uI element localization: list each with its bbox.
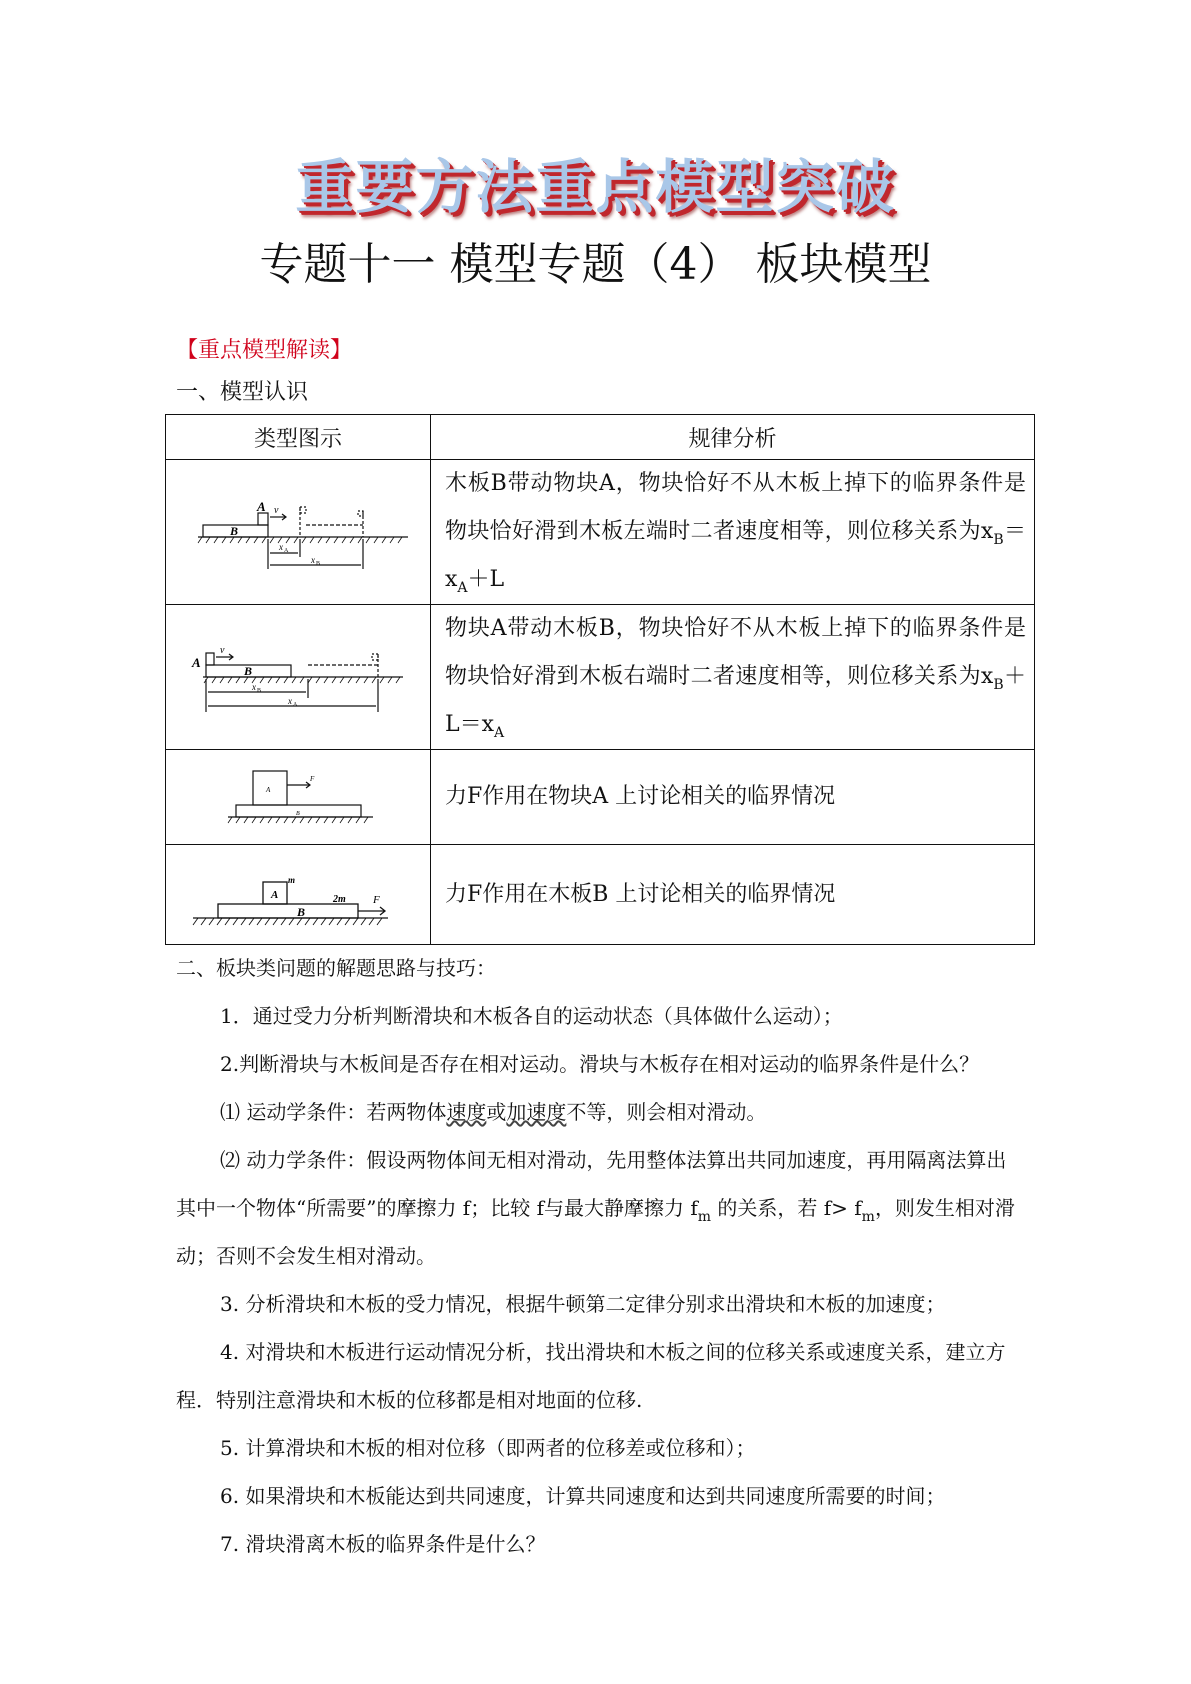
step-5: 5. 计算滑块和木板的相对位移（即两者的位移差或位移和）； — [220, 1436, 756, 1460]
subscript: A — [457, 580, 468, 596]
subscript: B — [993, 677, 1004, 693]
figure-cell — [166, 845, 431, 945]
block-label: A — [266, 786, 271, 794]
force-label: F — [373, 893, 380, 906]
subscript: m — [861, 1209, 875, 1225]
table-row — [166, 605, 1035, 750]
board-label: B — [297, 904, 306, 919]
figure-cell — [166, 460, 431, 605]
block-label: A — [192, 655, 201, 670]
symbol: ＝ — [1003, 519, 1026, 544]
page-title: 专题十一 模型专题（4） 板块模型 — [259, 239, 932, 290]
symbol: x — [445, 567, 458, 592]
block-label: A — [271, 888, 279, 901]
step-1: 1．通过受力分析判断滑块和木板各自的运动状态（具体做什么运动）； — [220, 1004, 843, 1028]
table-header-row — [166, 415, 1035, 460]
rule-cell — [431, 460, 1035, 605]
text: ⑵ 动力学条件：假设两物体间无相对滑动，先用整体法算出共同加速度，再用隔离法算出其中一个物体“所需要”的摩擦力 f；比较 f与最大静摩擦力 f — [176, 1148, 1007, 1220]
subscript: m — [697, 1209, 712, 1225]
column-header: 规律分析 — [431, 415, 1035, 460]
table-row — [166, 845, 1035, 945]
board-label: B — [296, 811, 300, 817]
rule-cell: 力F作用在木板B 上讨论相关的临界情况 — [431, 845, 1035, 945]
disp-b-label: x — [311, 555, 315, 565]
block-drives-board-diagram — [178, 622, 418, 732]
rule-cell — [431, 605, 1035, 750]
text: ，则发生相对滑动；否则不会发生相对滑动。 — [176, 1196, 1015, 1268]
table-row — [166, 460, 1035, 605]
disp-b-sub: B — [316, 561, 321, 567]
symbol: ＋L — [467, 567, 505, 592]
symbol: x — [980, 519, 994, 544]
symbol: x — [481, 712, 495, 737]
step-2-kinematics — [176, 1088, 1026, 1136]
symbol: ＋L＝ — [445, 664, 1026, 737]
velocity-label: v — [220, 645, 225, 656]
mass-block-label: m — [288, 874, 296, 885]
board-label: B — [244, 664, 253, 678]
disp-b-sub: B — [257, 688, 262, 694]
disp-b-label: x — [252, 682, 256, 692]
force-on-board-diagram — [173, 850, 423, 940]
text: ⑴ 运动学条件：若两物体 — [220, 1100, 447, 1124]
force-on-block-diagram — [198, 757, 398, 837]
symbol: x — [980, 664, 994, 689]
step-2: 2.判断滑块与木板间是否存在相对运动。滑块与木板存在相对运动的临界条件是什么？ — [220, 1052, 980, 1076]
section-heading-1: 一、模型认识 — [176, 380, 309, 405]
step-7: 7. 滑块滑离木板的临界条件是什么？ — [220, 1532, 546, 1556]
table-row — [166, 750, 1035, 845]
block-label: A — [257, 499, 266, 514]
rule-cell: 力F作用在物块A 上讨论相关的临界情况 — [431, 750, 1035, 845]
figure-cell — [166, 605, 431, 750]
step-4: 4. 对滑块和木板进行运动情况分析，找出滑块和木板之间的位移关系或速度关系，建立方程．特别注意滑块和木板的位移都是相对地面的位移. — [176, 1340, 1006, 1412]
disp-a-label: x — [279, 542, 283, 552]
banner-title: 重要方法重点模型突破 — [295, 153, 896, 221]
column-header: 类型图示 — [166, 415, 431, 460]
board-label: B — [230, 524, 239, 538]
text: 或 — [486, 1100, 507, 1124]
board-drives-block-diagram — [178, 477, 418, 587]
disp-a-sub: A — [284, 548, 289, 554]
subscript: A — [494, 725, 505, 741]
rule-text: 物块A带动木板B，物块恰好不从木板上掉下的临界条件是物块恰好滑到木板右端时二者速度相等，则位移关系为 — [445, 616, 1026, 689]
step-2-dynamics — [176, 1136, 1026, 1280]
force-label: F — [310, 775, 315, 783]
disp-a-sub: A — [293, 702, 298, 708]
text: 加速度 — [506, 1100, 567, 1124]
section-heading-2: 二、板块类问题的解题思路与技巧： — [176, 956, 496, 980]
text: 速度 — [446, 1100, 487, 1124]
text: 不等，则会相对滑动。 — [566, 1100, 767, 1124]
figure-cell — [166, 750, 431, 845]
model-table — [165, 414, 1035, 945]
mass-board-label: 2m — [333, 893, 346, 905]
rule-text: 木板B带动物块A，物块恰好不从木板上掉下的临界条件是物块恰好滑到木板左端时二者速度相等，则位移关系为 — [445, 471, 1026, 544]
section-label: 【重点模型解读】 — [176, 338, 353, 363]
subscript: B — [993, 532, 1004, 548]
velocity-label: v — [274, 505, 279, 516]
block-rect — [258, 513, 268, 525]
text: 的关系，若 f> f — [711, 1196, 862, 1220]
disp-a-label: x — [288, 696, 292, 706]
step-3: 3. 分析滑块和木板的受力情况，根据牛顿第二定律分别求出滑块和木板的加速度； — [220, 1292, 946, 1316]
step-6: 6. 如果滑块和木板能达到共同速度，计算共同速度和达到共同速度所需要的时间； — [220, 1484, 946, 1508]
